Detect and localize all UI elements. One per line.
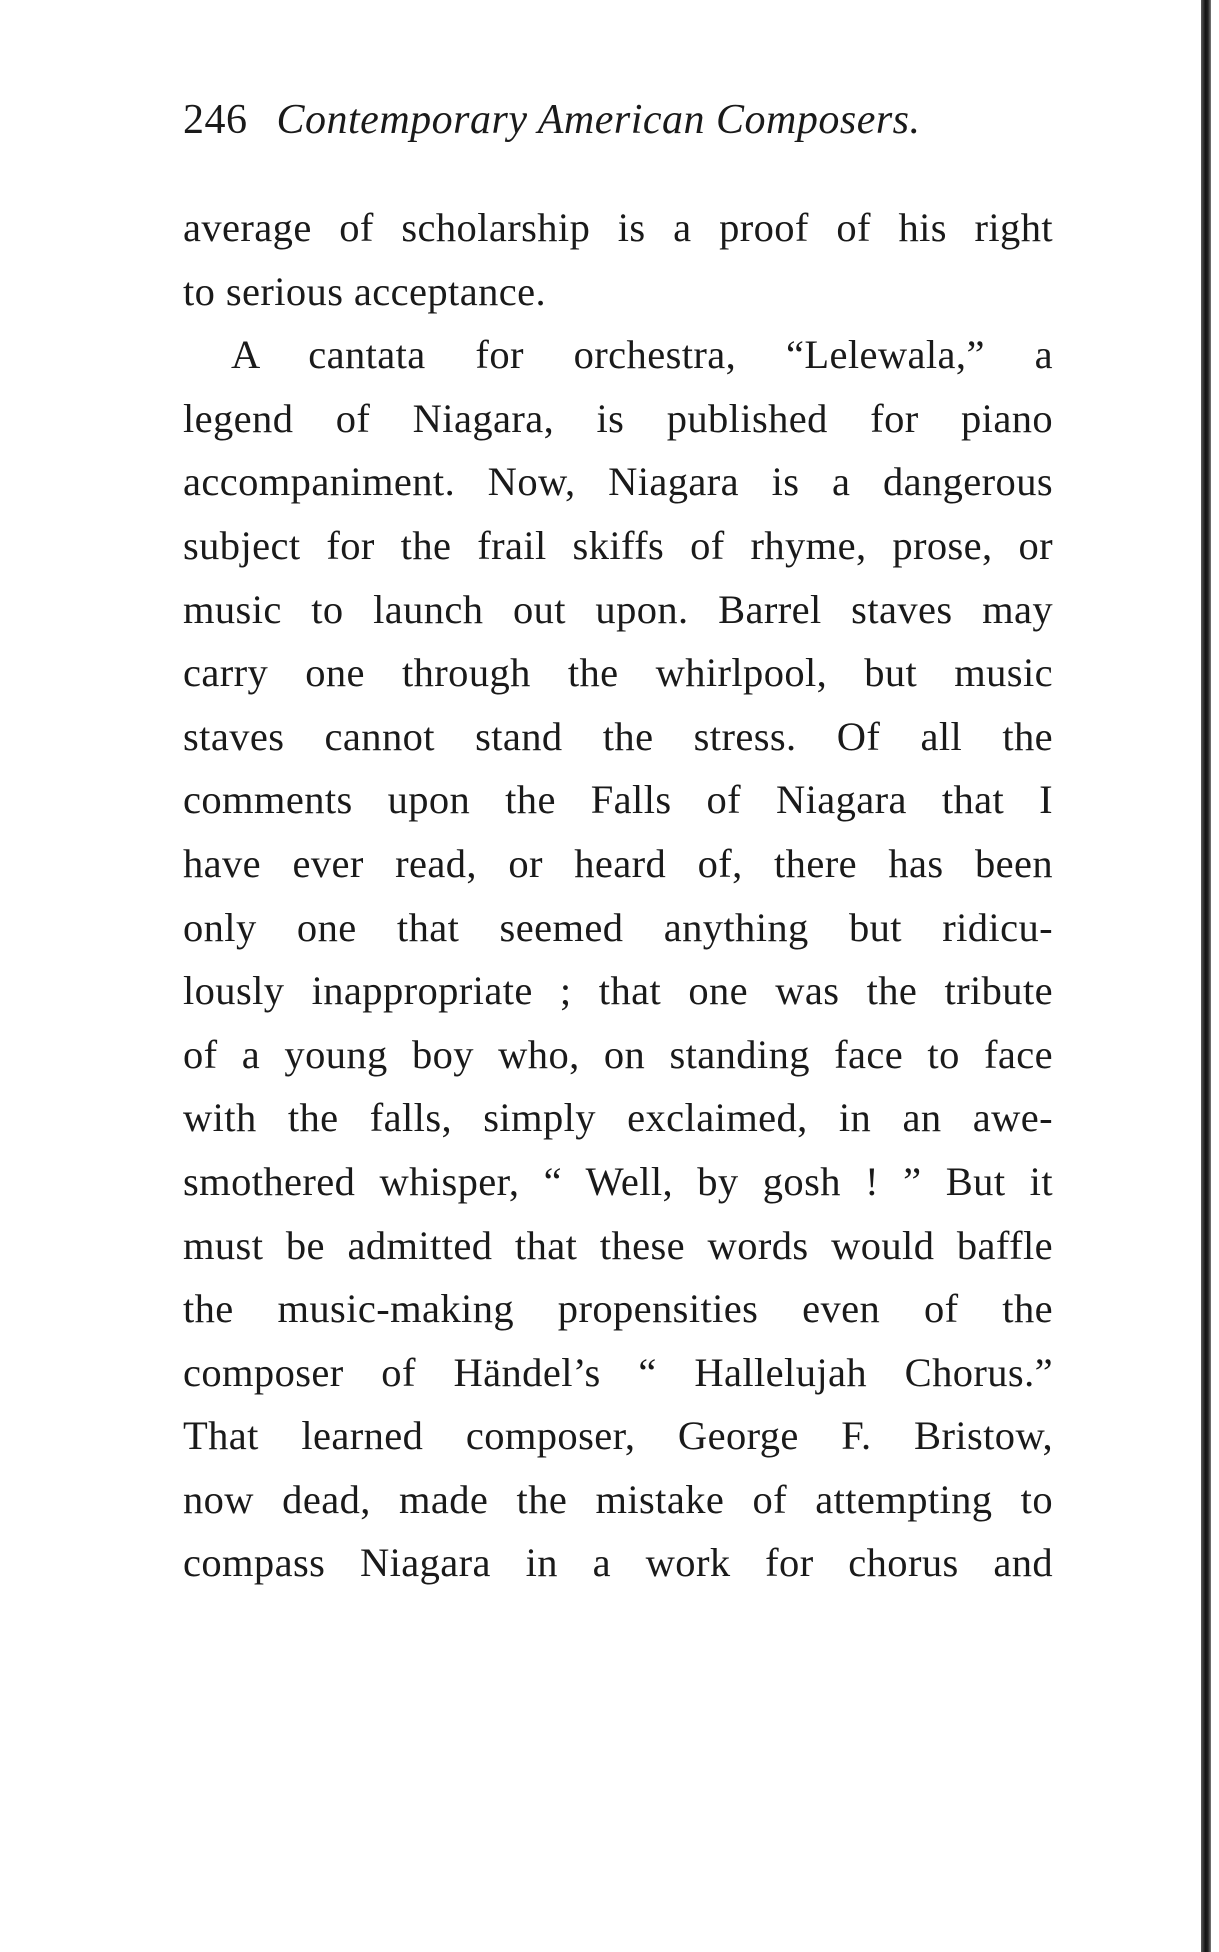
text-line: subject for the frail skiffs of rhyme, prose, or <box>183 522 1053 568</box>
text-line: accompaniment. Now, Niagara is a dangerous <box>183 459 1053 505</box>
text-line: smothered whisper, “ Well, by gosh ! ” But it <box>183 1158 1053 1204</box>
text-line: only one that seemed anything but ridicu- <box>183 904 1053 950</box>
text-line: legend of Niagara, is published for piano <box>183 395 1053 441</box>
text-line: now dead, made the mistake of attempting to <box>183 1476 1053 1522</box>
text-line: the music-making propensities even of the <box>183 1286 1053 1332</box>
running-head <box>183 96 921 144</box>
text-line: That learned composer, George F. Bristow, <box>183 1413 1053 1459</box>
text-line: staves cannot stand the stress. Of all the <box>183 713 1053 759</box>
text-line: compass Niagara in a work for chorus and <box>183 1540 1053 1586</box>
text-line: comments upon the Falls of Niagara that I <box>183 777 1053 823</box>
text-line: have ever read, or heard of, there has been <box>183 840 1053 886</box>
text-line: must be admitted that these words would baffle <box>183 1222 1053 1268</box>
body-text <box>183 196 1053 1595</box>
text-line: composer of Händel’s “ Hallelujah Chorus.” <box>183 1349 1053 1395</box>
text-line: to serious acceptance. <box>183 268 546 314</box>
text-line: A cantata for orchestra, “Lelewala,” a <box>231 332 1053 378</box>
text-line: average of scholarship is a proof of his right <box>183 205 1053 250</box>
page-number: 246 <box>183 97 248 143</box>
running-title: Contemporary American Composers. <box>276 97 921 143</box>
text-line: lously inappropriate ; that one was the tribute <box>183 968 1053 1014</box>
text-line: music to launch out upon. Barrel staves may <box>183 586 1053 632</box>
text-line: of a young boy who, on standing face to face <box>183 1031 1053 1077</box>
text-line: with the falls, simply exclaimed, in an awe- <box>183 1095 1053 1141</box>
text-line: carry one through the whirlpool, but music <box>183 650 1053 696</box>
page-edge-shadow <box>1201 0 1211 1952</box>
